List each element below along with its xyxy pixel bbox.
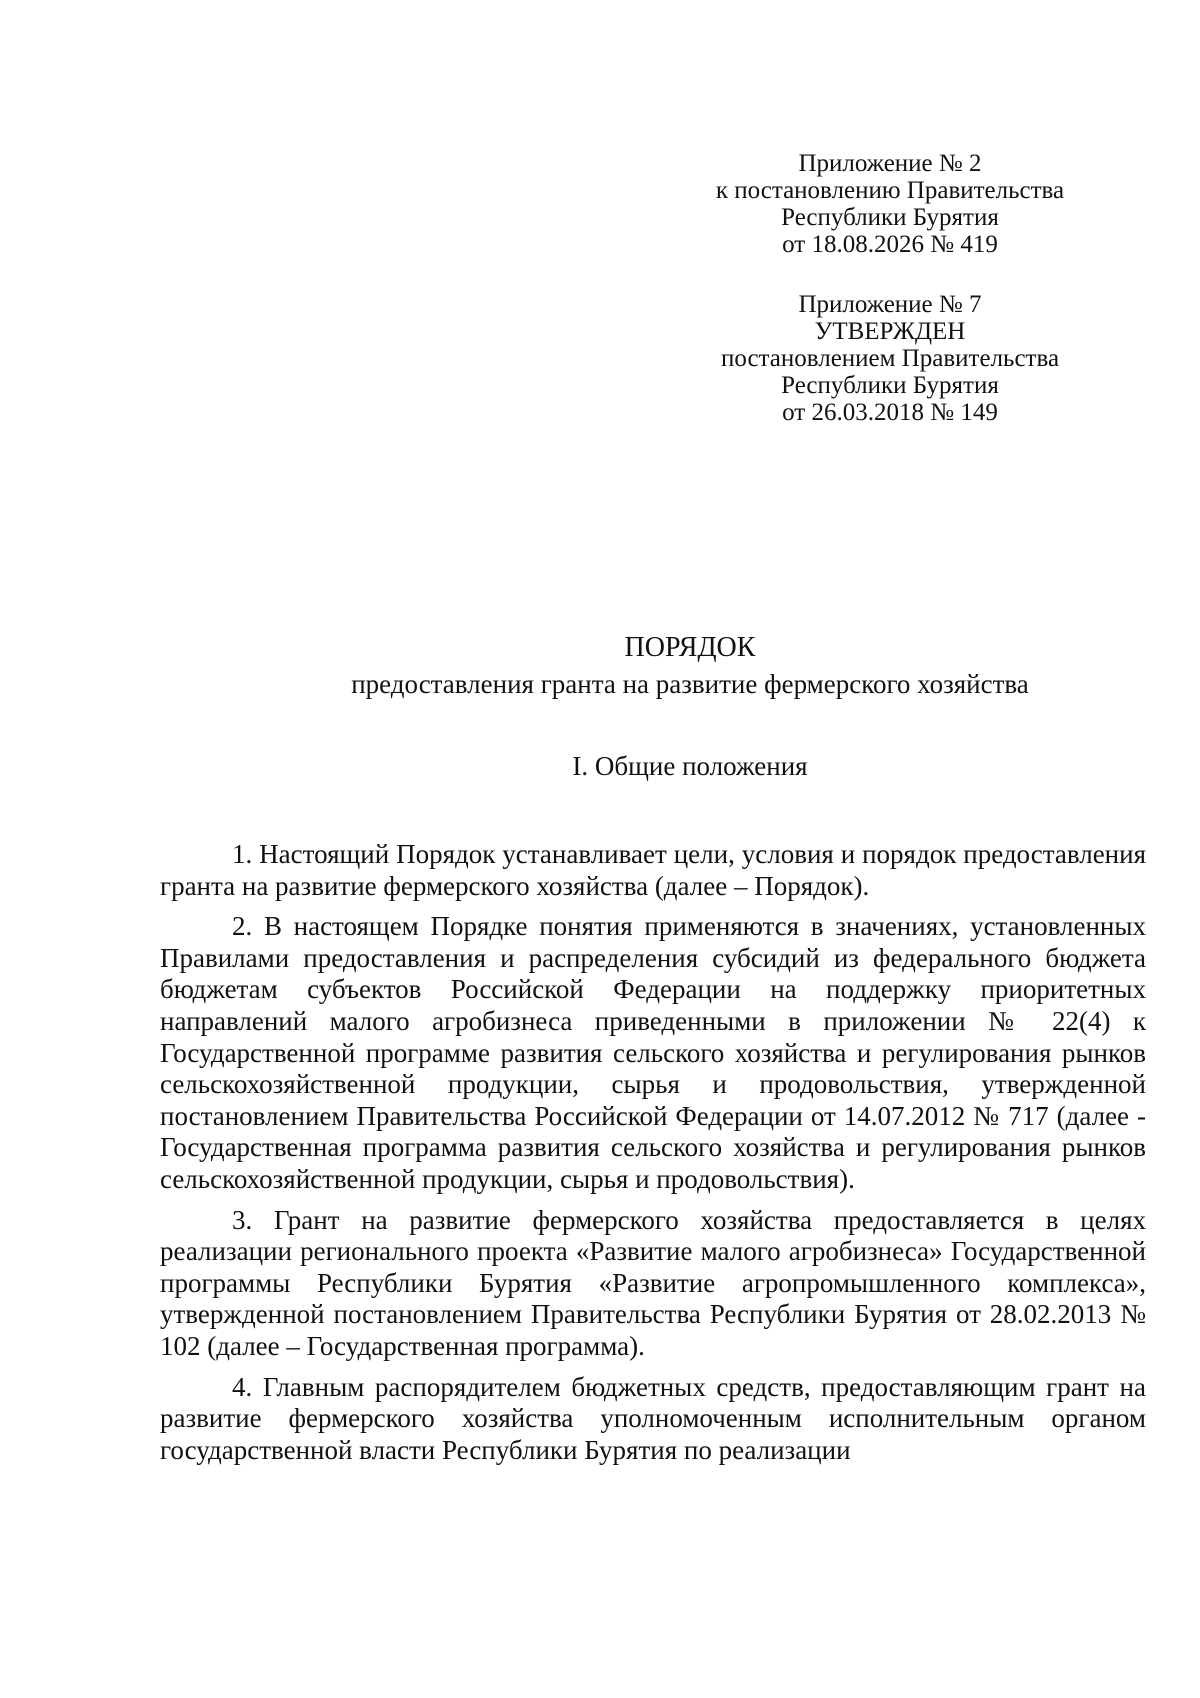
paragraph-3: 3. Грант на развитие фермерского хозяйства предоставляется в целях реализации регионального проекта «Развитие малого агробизнеса» Государственной программы Республики Бурятия «Развитие агропромышленного комплекса», утвержденной постановлением Правительства Республики Бурятия от 28.02.2013 № 102 (далее – Государственная программа). xyxy=(160,1204,1146,1361)
paragraph-4: 4. Главным распорядителем бюджетных средств, предоставляющим грант на развитие фермерского хозяйства уполномоченным исполнительным органом государственной власти Республики Бурятия по реализации xyxy=(160,1371,1146,1465)
annex-2-line: Республики Бурятия xyxy=(781,204,999,231)
annex-7-line: постановлением Правительства xyxy=(720,345,1060,372)
annex-2-line: Приложение № 2 xyxy=(798,150,982,177)
title-subtitle: предоставления гранта на развитие фермерского хозяйства xyxy=(351,669,1029,699)
annex-2-header xyxy=(700,150,1080,258)
annex-2-line: к постановлению Правительства xyxy=(715,177,1065,204)
annex-7-line: УТВЕРЖДЕН xyxy=(814,318,966,345)
paragraph-1: 1. Настоящий Порядок устанавливает цели, условия и порядок предоставления гранта на развитие фермерского хозяйства (далее – Порядок). xyxy=(160,839,1146,901)
annex-7-line: Республики Бурятия xyxy=(781,372,999,399)
section-heading: I. Общие положения xyxy=(572,751,808,781)
annex-7-line: Приложение № 7 xyxy=(798,291,982,318)
document-title xyxy=(160,630,1200,702)
annex-7-header xyxy=(700,291,1080,426)
annex-2-line: от 18.08.2026 № 419 xyxy=(782,231,998,258)
paragraph-2: 2. В настоящем Порядке понятия применяются в значениях, установленных Правилами предоставления и распределения субсидий из федерального бюджета бюджетам субъектов Российской Федерации на поддержку приоритетных направлений малого агробизнеса приведенными в приложении № 22(4) к Государственной программе развития сельского хозяйства и регулирования рынков сельскохозяйственной продукции, сырья и продовольствия, утвержденной постановлением Правительства Российской Федерации от 14.07.2012 № 717 (далее - Государственная программа развития сельского хозяйства и регулирования рынков сельскохозяйственной продукции, сырья и продовольствия). xyxy=(160,911,1146,1194)
title-main: ПОРЯДОК xyxy=(624,632,756,663)
annex-7-line: от 26.03.2018 № 149 xyxy=(782,399,998,426)
document-body xyxy=(160,839,1146,1475)
